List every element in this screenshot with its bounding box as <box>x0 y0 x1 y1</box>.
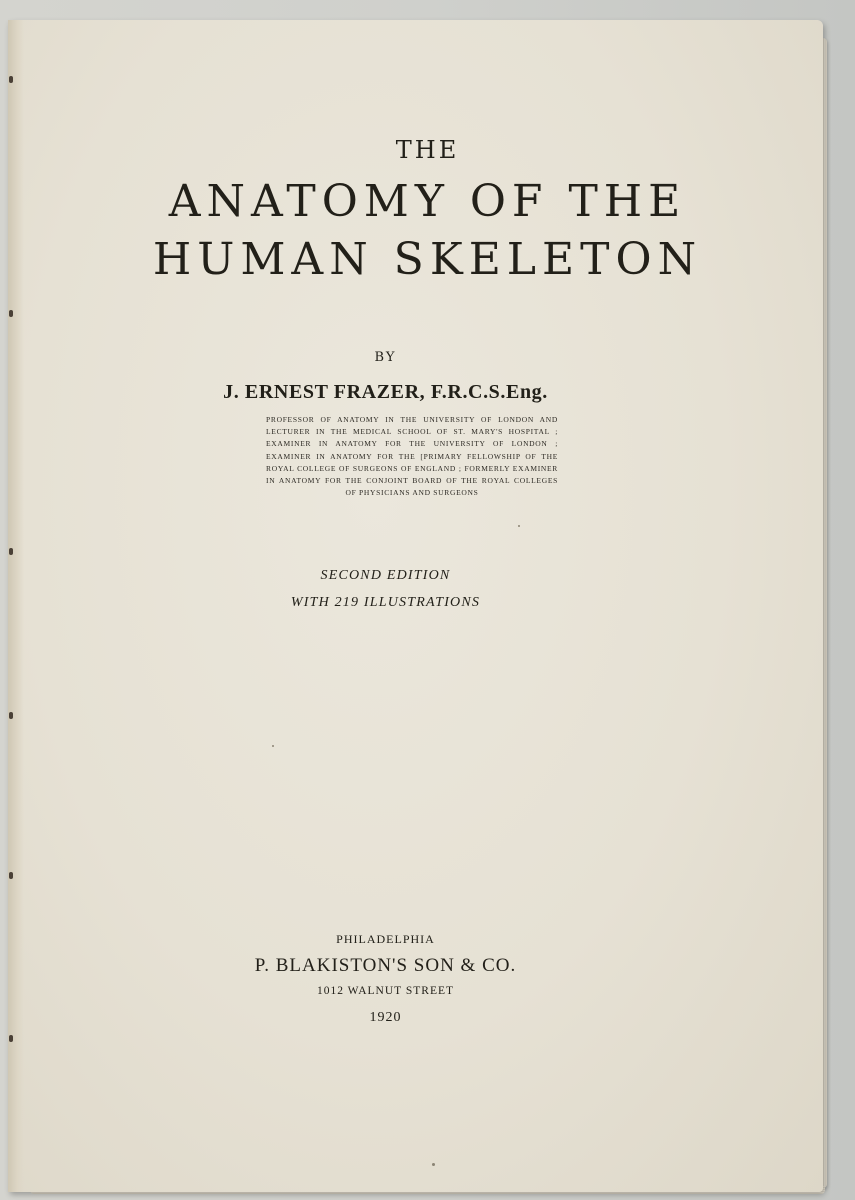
binding-stitch <box>9 872 13 879</box>
binding-stitch <box>9 76 13 83</box>
paper-speck <box>518 525 520 527</box>
publisher-name: P. BLAKISTON'S SON & CO. <box>254 955 517 976</box>
illustrations-label: WITH 219 ILLUSTRATIONS <box>290 595 481 610</box>
publisher-city: PHILADELPHIA <box>336 932 435 946</box>
author-name: J. ERNEST FRAZER, F.R.C.S.Eng. <box>223 381 548 403</box>
title-article: THE <box>395 136 460 164</box>
paper-speck <box>432 1163 435 1166</box>
edition-label: SECOND EDITION <box>320 568 451 583</box>
binding-stitch <box>9 712 13 719</box>
binding-stitch <box>9 1035 13 1042</box>
binding-stitch <box>9 310 13 317</box>
binding-stitch <box>9 548 13 555</box>
publisher-address: 1012 WALNUT STREET <box>316 985 455 997</box>
book-title-line-1: ANATOMY OF THE <box>168 176 687 227</box>
publication-year: 1920 <box>369 1010 402 1025</box>
book-title-line-2: HUMAN SKELETON <box>152 234 703 285</box>
paper-speck <box>272 745 274 747</box>
by-line: BY <box>374 350 397 365</box>
author-credentials: PROFESSOR OF ANATOMY IN THE UNIVERSITY OF LONDON AND LECTURER IN THE MEDICAL SCHOOL OF ST. MARY'S HOSPITAL ; EXAMINER IN ANATOMY FOR THE UNIVERSITY OF LONDON ; EXAMINER IN ANATOMY FOR THE [PRIMARY FELLOWSHIP OF THE ROYAL COLLEGE OF SURGEONS OF ENGLAND ; FORMERLY EXAMINER IN ANATOMY FOR THE CONJOINT BOARD OF THE ROYAL COLLEGES OF PHYSICIANS AND SURGEONS <box>266 415 558 498</box>
